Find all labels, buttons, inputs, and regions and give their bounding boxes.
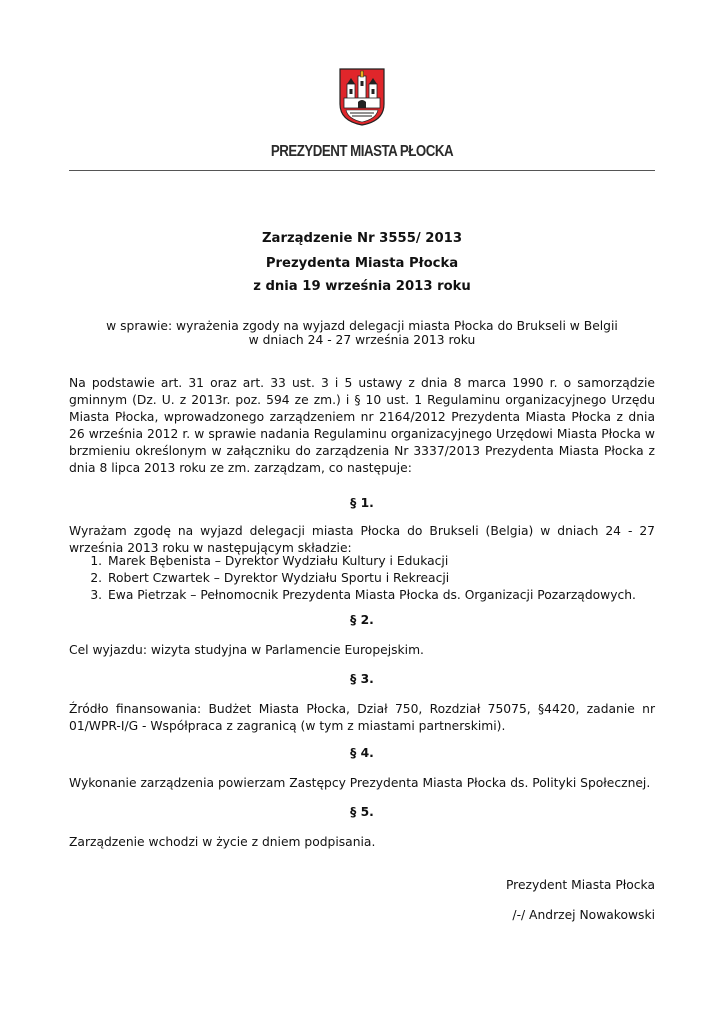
section-3-text: Źródło finansowania: Budżet Miasta Płocka, Dział 750, Rozdział 75075, §4420, zadanie nr 01/WPR-I/G - Współpraca z zagranicą (w tym z miastami partnerskimi).: [69, 702, 655, 733]
signature-name: /-/ Andrzej Nowakowski: [512, 908, 655, 922]
section-1-label: § 1.: [350, 496, 374, 510]
list-item: 3. Ewa Pietrzak – Pełnomocnik Prezydenta Miasta Płocka ds. Organizacji Pozarządowych.: [106, 587, 656, 604]
section-5-text: Zarządzenie wchodzi w życie z dniem podpisania.: [69, 835, 376, 849]
issuer: Prezydenta Miasta Płocka: [265, 256, 459, 271]
delegation-members-list: [69, 553, 656, 604]
list-item: 2. Robert Czwartek – Dyrektor Wydziału Sportu i Rekreacji: [106, 570, 656, 587]
subject-line-1: w sprawie: wyrażenia zgody na wyjazd delegacji miasta Płocka do Brukseli w Belgii: [106, 319, 618, 333]
document-date: z dnia 19 września 2013 roku: [253, 279, 471, 294]
header-divider: [69, 170, 655, 171]
city-coat-of-arms-icon: [339, 68, 385, 126]
preamble-paragraph: Na podstawie art. 31 oraz art. 33 ust. 3 i 5 ustawy z dnia 8 marca 1990 r. o samorządzie gminnym (Dz. U. z 2013r. poz. 594 ze zm.) i § 10 ust. 1 Regulaminu organizacyjnego Urzędu Miasta Płocka, wprowadzonego zarządzeniem nr 2164/2012 Prezydenta Miasta Płocka z dnia 26 września 2012 r. w sprawie nadania Regulaminu organizacyjnego Urzędowi Miasta Płocka w brzmieniu określonym w załączniku do zarządzenia Nr 3337/2013 Prezydenta Miasta Płocka z dnia 8 lipca 2013 roku ze zm. zarządzam, co następuje:: [69, 376, 655, 475]
signature-title: Prezydent Miasta Płocka: [505, 878, 655, 892]
section-5-label: § 5.: [350, 805, 374, 819]
section-4-label: § 4.: [350, 746, 374, 760]
section-4-text: Wykonanie zarządzenia powierzam Zastępcy Prezydenta Miasta Płocka ds. Polityki Społecznej.: [69, 776, 651, 790]
subject-line-2: w dniach 24 - 27 września 2013 roku: [248, 333, 476, 347]
section-2-label: § 2.: [350, 613, 374, 627]
list-item: 1. Marek Bębenista – Dyrektor Wydziału Kultury i Edukacji: [106, 553, 656, 570]
header-title: PREZYDENT MIASTA PŁOCKA: [270, 143, 454, 160]
document-number: Zarządzenie Nr 3555/ 2013: [262, 231, 462, 246]
section-3-label: § 3.: [350, 672, 374, 686]
section-1-text: Wyrażam zgodę na wyjazd delegacji miasta Płocka do Brukseli (Belgia) w dniach 24 - 27 września 2013 roku w następującym składzie:: [69, 524, 655, 555]
section-2-text: Cel wyjazdu: wizyta studyjna w Parlamencie Europejskim.: [69, 643, 424, 657]
